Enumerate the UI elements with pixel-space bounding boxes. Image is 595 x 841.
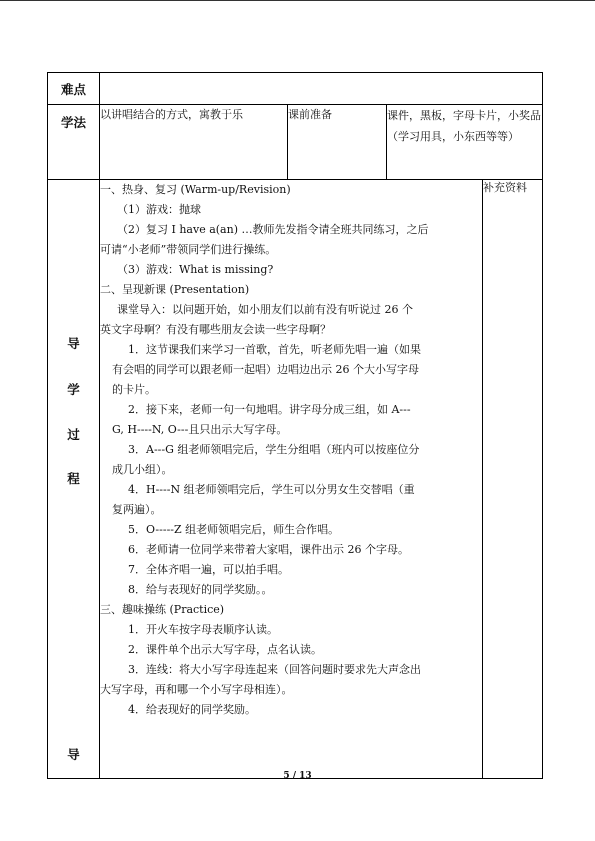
lesson-plan-table <box>47 72 543 779</box>
process-line: （1）游戏：抛球 <box>117 203 201 216</box>
method-value: 以讲唱结合的方式，寓教于乐 <box>100 105 288 180</box>
side-char: 导 <box>67 336 80 351</box>
process-line: （2）复习 I have a(an) …教师先发指令请全班共同练习，之后 <box>117 223 429 236</box>
prep-label: 课前准备 <box>288 105 387 180</box>
process-line: 大写字母，再和哪一个小写字母相连）。 <box>100 683 293 696</box>
process-line: 7．全体齐唱一遍，可以拍手唱。 <box>128 563 289 576</box>
process-line: 成几小组）。 <box>112 463 173 476</box>
process-line: G, H----N, O---且只出示大写字母。 <box>112 423 288 436</box>
process-line: 8．给与表现好的同学奖励。。 <box>128 583 273 596</box>
row-method <box>48 105 543 180</box>
process-line: 2．课件单个出示大写字母，点名认读。 <box>128 643 322 656</box>
process-line: 5．O-----Z 组老师领唱完后，师生合作唱。 <box>128 523 340 536</box>
process-line: 一、热身、复习 (Warm-up/Revision) <box>100 183 291 196</box>
process-line: 3．连线：将大小写字母连起来（回答问题时要求先大声念出 <box>128 663 421 676</box>
side-char: 学 <box>67 382 80 397</box>
process-line: 课堂导入：以问题开始，如小朋友们以前有没有听说过 26 个 <box>117 303 413 316</box>
process-line: 复两遍）。 <box>112 503 162 516</box>
process-line: 1．这节课我们来学习一首歌，首先，听老师先唱一遍（如果 <box>128 343 421 356</box>
process-line: 的卡片。 <box>112 383 156 396</box>
side-char: 过 <box>67 427 80 442</box>
supplement-label: 补充资料 <box>483 180 543 779</box>
process-line: 三、趣味操练 (Practice) <box>100 603 225 616</box>
method-label: 学法 <box>48 105 100 180</box>
page-number: 5 / 13 <box>283 771 312 781</box>
difficulty-value <box>100 73 543 105</box>
process-line: 有会唱的同学可以跟老师一起唱）边唱边出示 26 个大小写字母 <box>112 363 419 376</box>
process-line: 可请“小老师”带领同学们进行操练。 <box>100 243 277 256</box>
row-difficulty <box>48 73 543 105</box>
process-line: 4．给表现好的同学奖励。 <box>128 703 256 716</box>
side-char-bottom: 导 <box>67 747 80 762</box>
process-side-label <box>48 180 100 779</box>
top-rule <box>0 0 595 1</box>
process-line: 2．接下来，老师一句一句地唱。讲字母分成三组，如 A--- <box>128 403 411 416</box>
process-line: 英文字母啊？有没有哪些朋友会读一些字母啊？ <box>100 323 331 336</box>
process-line: （3）游戏：What is missing? <box>117 263 274 276</box>
process-line: 3．A---G 组老师领唱完后，学生分组唱（班内可以按座位分 <box>128 443 420 456</box>
process-line: 1．开火车按字母表顺序认读。 <box>128 623 278 636</box>
process-line: 二、呈现新课 (Presentation) <box>100 283 250 296</box>
process-line: 6．老师请一位同学来带着大家唱，课件出示 26 个字母。 <box>128 543 409 556</box>
process-line: 4．H----N 组老师领唱完后，学生可以分男女生交替唱（重 <box>128 483 415 496</box>
process-content <box>100 180 483 779</box>
row-process <box>48 180 543 779</box>
side-char: 程 <box>67 471 80 486</box>
difficulty-label: 难点 <box>48 73 100 105</box>
prep-value: 课件，黑板，字母卡片，小奖品（学习用具，小东西等等） <box>387 105 543 180</box>
